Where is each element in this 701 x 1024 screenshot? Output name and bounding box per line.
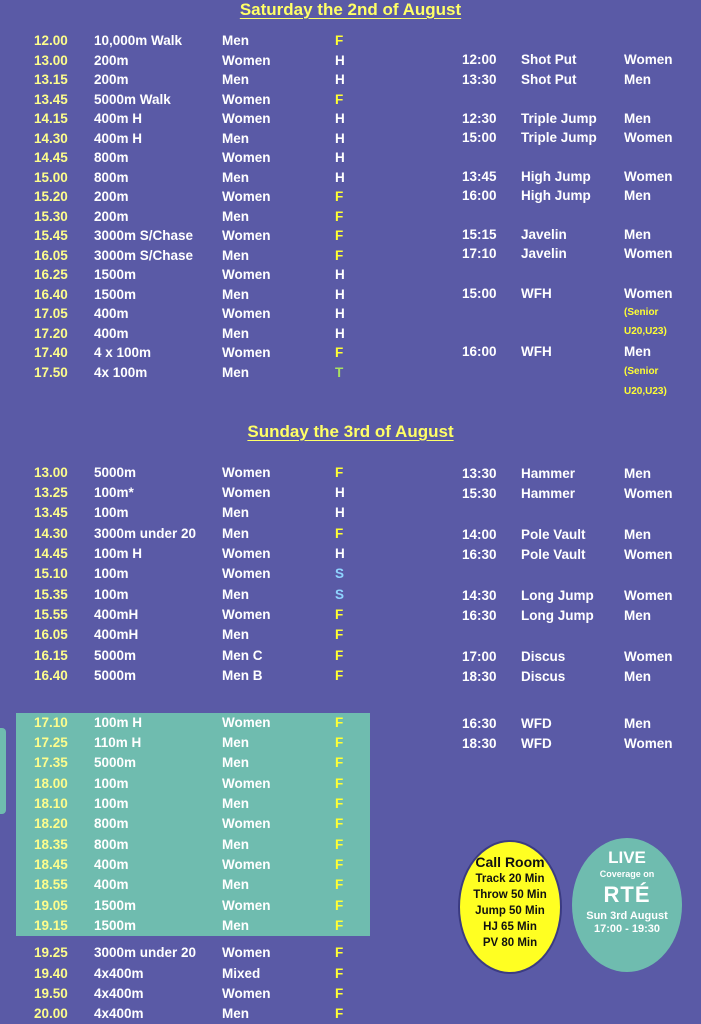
field-time: 16:00 <box>462 188 497 203</box>
event-name: 4x400m <box>94 1006 144 1021</box>
event-name: 100m H <box>94 546 143 561</box>
event-name: 100m <box>94 776 129 791</box>
side-tab <box>0 728 6 814</box>
event-name: 10,000m Walk <box>94 33 183 48</box>
event-time: 17.40 <box>34 345 68 360</box>
round-code: F <box>335 228 344 243</box>
event-time: 19.15 <box>34 918 68 933</box>
event-category: Women <box>222 816 271 831</box>
round-code: F <box>335 715 344 730</box>
event-time: 16.40 <box>34 668 68 683</box>
round-code: F <box>335 91 344 107</box>
field-event: Triple Jump <box>521 111 597 126</box>
event-category: Women <box>222 945 271 960</box>
round-code: F <box>335 607 344 622</box>
field-time: 13:30 <box>462 466 497 481</box>
round-code: F <box>335 796 344 811</box>
round-code: F <box>335 776 344 791</box>
event-time: 15.55 <box>34 607 68 622</box>
round-code: F <box>335 986 344 1001</box>
field-event: Hammer <box>521 486 576 501</box>
event-category: Women <box>222 898 271 913</box>
round-code: H <box>335 485 345 500</box>
round-code: F <box>335 648 344 663</box>
event-category: Men <box>222 1006 249 1021</box>
event-time: 18.45 <box>34 857 68 872</box>
round-code: T <box>335 364 344 380</box>
event-time: 15.00 <box>34 169 68 185</box>
event-name: 3000m S/Chase <box>94 228 194 243</box>
field-category: Men <box>624 344 651 359</box>
event-time: 15.20 <box>34 189 68 204</box>
field-event: WFH <box>521 286 552 301</box>
field-category: Men <box>624 608 651 623</box>
event-category: Men <box>222 505 249 520</box>
field-event: Triple Jump <box>521 130 597 145</box>
field-time: 13:30 <box>462 72 497 87</box>
round-code: F <box>335 345 344 360</box>
event-name: 4x 100m <box>94 364 148 380</box>
event-category: Men <box>222 364 249 380</box>
event-time: 18.20 <box>34 816 68 831</box>
round-code: F <box>335 189 344 204</box>
event-name: 400m <box>94 857 129 872</box>
event-category: Women <box>222 345 271 360</box>
event-name: 200m <box>94 52 129 68</box>
event-time: 19.25 <box>34 945 68 960</box>
field-event: Shot Put <box>521 72 577 87</box>
event-category: Women <box>222 776 271 791</box>
event-time: 13.25 <box>34 485 68 500</box>
event-time: 13.15 <box>34 72 68 87</box>
field-time: 15:15 <box>462 227 497 242</box>
field-event: Pole Vault <box>521 527 586 542</box>
event-name: 800m <box>94 169 129 185</box>
event-time: 14.45 <box>34 150 68 165</box>
event-time: 19.50 <box>34 986 68 1001</box>
event-time: 13.00 <box>34 465 68 480</box>
field-time: 13:45 <box>462 169 497 184</box>
round-code: F <box>335 735 344 750</box>
round-code: F <box>335 208 344 224</box>
event-category: Women <box>222 485 271 500</box>
field-time: 16:30 <box>462 608 497 623</box>
event-category: Men <box>222 72 249 87</box>
field-category: Men <box>624 466 651 481</box>
event-name: 800m <box>94 150 129 165</box>
field-event: Long Jump <box>521 608 594 623</box>
field-time: 15:00 <box>462 130 497 145</box>
event-name: 400mH <box>94 627 139 642</box>
round-code: S <box>335 587 345 602</box>
call-room-line: Throw 50 Min <box>473 889 547 901</box>
event-category: Men C <box>222 648 263 663</box>
event-category: Women <box>222 52 271 68</box>
round-code: H <box>335 505 345 520</box>
field-category: Men <box>624 72 651 87</box>
round-code: H <box>335 111 345 126</box>
field-time: 14:30 <box>462 588 497 603</box>
event-time: 17.20 <box>34 325 68 341</box>
round-code: F <box>335 33 344 48</box>
live-time: 17:00 - 19:30 <box>593 923 661 935</box>
event-time: 19.05 <box>34 898 68 913</box>
event-time: 18.10 <box>34 796 68 811</box>
field-category: Women <box>624 588 673 603</box>
event-category: Women <box>222 306 271 321</box>
event-name: 4x400m <box>94 986 144 1001</box>
round-code: H <box>335 150 345 165</box>
event-name: 5000m <box>94 465 137 480</box>
highlight-box <box>16 713 370 936</box>
call-room-line: Track 20 Min <box>475 873 545 885</box>
live-title: LIVE <box>608 848 646 867</box>
field-time: 12:30 <box>462 111 497 126</box>
event-category: Mixed <box>222 966 261 981</box>
field-category: Men <box>624 669 651 684</box>
event-time: 18.55 <box>34 877 68 892</box>
field-category: Women <box>624 169 673 184</box>
event-name: 110m H <box>94 735 142 750</box>
round-code: F <box>335 247 344 263</box>
event-time: 16.25 <box>34 267 68 282</box>
event-name: 100m H <box>94 715 143 730</box>
event-name: 400m <box>94 877 129 892</box>
call-room-line: PV 80 Min <box>482 937 538 949</box>
event-name: 400m H <box>94 130 143 146</box>
field-event: Discus <box>521 669 566 684</box>
event-name: 100m <box>94 566 129 581</box>
event-category: Men <box>222 325 249 341</box>
event-category: Men <box>222 796 249 811</box>
event-time: 17.50 <box>34 364 68 380</box>
event-name: 1500m <box>94 918 137 933</box>
field-category: Men <box>624 227 651 242</box>
event-name: 400m <box>94 325 129 341</box>
event-category: Men <box>222 587 249 602</box>
event-time: 18.00 <box>34 776 68 791</box>
event-name: 200m <box>94 189 129 204</box>
field-event: Javelin <box>521 227 567 242</box>
field-time: 16:30 <box>462 716 497 731</box>
event-time: 13.45 <box>34 505 68 520</box>
event-name: 100m <box>94 796 129 811</box>
call-room-title: Call Room <box>475 854 545 870</box>
event-name: 200m <box>94 72 129 87</box>
round-code: H <box>335 267 345 282</box>
event-time: 14.15 <box>34 111 68 126</box>
wfh-men-note-1: (Senior <box>624 366 659 377</box>
event-time: 17.05 <box>34 306 68 321</box>
event-category: Men <box>222 877 249 892</box>
field-event: Hammer <box>521 466 576 481</box>
field-category: Men <box>624 111 651 126</box>
field-time: 18:30 <box>462 736 497 751</box>
event-time: 18.35 <box>34 837 68 852</box>
live-subtitle: Coverage on <box>599 869 655 879</box>
round-code: S <box>335 566 345 581</box>
event-name: 1500m <box>94 898 137 913</box>
event-time: 13.00 <box>34 52 68 68</box>
event-name: 100m <box>94 505 129 520</box>
field-time: 15:00 <box>462 286 497 301</box>
event-time: 13.45 <box>34 91 68 107</box>
event-name: 400m <box>94 306 129 321</box>
event-name: 4x400m <box>94 966 144 981</box>
event-name: 3000m S/Chase <box>94 247 194 263</box>
round-code: F <box>335 898 344 913</box>
event-category: Women <box>222 111 271 126</box>
event-category: Women <box>222 150 271 165</box>
event-time: 17.10 <box>34 715 68 730</box>
round-code: F <box>335 857 344 872</box>
field-category: Men <box>624 716 651 731</box>
field-time: 18:30 <box>462 669 497 684</box>
event-category: Men <box>222 286 249 302</box>
event-name: 100m <box>94 587 129 602</box>
event-time: 16.05 <box>34 247 68 263</box>
round-code: H <box>335 130 345 146</box>
field-event: WFD <box>521 716 552 731</box>
round-code: F <box>335 755 344 770</box>
round-code: F <box>335 945 344 960</box>
event-name: 3000m under 20 <box>94 526 197 541</box>
field-category: Women <box>624 547 673 562</box>
event-time: 15.45 <box>34 228 68 243</box>
event-time: 12.00 <box>34 33 68 48</box>
event-name: 5000m <box>94 668 137 683</box>
event-name: 4 x 100m <box>94 345 152 360</box>
round-code: H <box>335 52 345 68</box>
round-code: F <box>335 627 344 642</box>
call-room-line: HJ 65 Min <box>483 921 537 933</box>
field-event: Discus <box>521 649 566 664</box>
field-time: 12:00 <box>462 52 497 67</box>
wfh-women-note-1: (Senior <box>624 307 659 318</box>
event-name: 5000m Walk <box>94 91 171 107</box>
field-category: Women <box>624 52 673 67</box>
event-name: 5000m <box>94 755 137 770</box>
event-category: Women <box>222 986 271 1001</box>
event-category: Men <box>222 526 249 541</box>
call-room-line: Jump 50 Min <box>475 905 545 917</box>
event-category: Women <box>222 189 271 204</box>
event-time: 14.45 <box>34 546 68 561</box>
event-name: 400m H <box>94 111 143 126</box>
event-name: 3000m under 20 <box>94 945 197 960</box>
field-category: Women <box>624 286 673 301</box>
field-category: Women <box>624 486 673 501</box>
event-time: 14.30 <box>34 526 68 541</box>
sunday-heading: Sunday the 3rd of August <box>247 422 454 441</box>
field-event: Long Jump <box>521 588 594 603</box>
event-time: 15.30 <box>34 208 68 224</box>
event-name: 800m <box>94 816 129 831</box>
round-code: F <box>335 1006 344 1021</box>
event-time: 15.35 <box>34 587 68 602</box>
field-event: WFD <box>521 736 552 751</box>
field-category: Women <box>624 649 673 664</box>
event-time: 16.15 <box>34 648 68 663</box>
rte-logo: RTÉ <box>603 882 651 907</box>
field-time: 16:30 <box>462 547 497 562</box>
field-time: 14:00 <box>462 527 497 542</box>
event-name: 1500m <box>94 267 137 282</box>
event-time: 15.10 <box>34 566 68 581</box>
event-name: 1500m <box>94 286 137 302</box>
field-event: Pole Vault <box>521 547 586 562</box>
event-name: 100m* <box>94 485 134 500</box>
event-time: 16.40 <box>34 286 68 302</box>
round-code: F <box>335 837 344 852</box>
event-category: Women <box>222 715 271 730</box>
event-category: Women <box>222 267 271 282</box>
field-time: 17:10 <box>462 246 497 261</box>
round-code: H <box>335 169 345 185</box>
round-code: H <box>335 286 345 302</box>
field-event: High Jump <box>521 169 591 184</box>
event-category: Men <box>222 247 249 263</box>
round-code: H <box>335 306 345 321</box>
round-code: F <box>335 668 344 683</box>
event-time: 19.40 <box>34 966 68 981</box>
event-category: Men <box>222 33 249 48</box>
event-category: Women <box>222 607 271 622</box>
event-time: 17.25 <box>34 735 68 750</box>
event-category: Women <box>222 465 271 480</box>
event-name: 800m <box>94 837 129 852</box>
wfh-men-note-2: U20,U23) <box>624 386 667 397</box>
event-category: Women <box>222 566 271 581</box>
event-category: Men <box>222 627 249 642</box>
event-category: Men <box>222 837 249 852</box>
field-category: Men <box>624 188 651 203</box>
field-event: High Jump <box>521 188 591 203</box>
event-category: Men <box>222 208 249 224</box>
event-time: 17.35 <box>34 755 68 770</box>
event-category: Men B <box>222 668 263 683</box>
field-category: Men <box>624 527 651 542</box>
round-code: H <box>335 72 345 87</box>
round-code: F <box>335 465 344 480</box>
round-code: F <box>335 877 344 892</box>
round-code: H <box>335 546 345 561</box>
event-time: 14.30 <box>34 130 68 146</box>
event-category: Women <box>222 228 271 243</box>
wfh-women-note-2: U20,U23) <box>624 326 667 337</box>
field-time: 15:30 <box>462 486 497 501</box>
live-coverage-badge <box>572 838 682 972</box>
event-category: Men <box>222 918 249 933</box>
field-time: 16:00 <box>462 344 497 359</box>
field-category: Women <box>624 246 673 261</box>
saturday-heading: Saturday the 2nd of August <box>239 0 462 19</box>
round-code: F <box>335 526 344 541</box>
field-event: Shot Put <box>521 52 577 67</box>
event-name: 400mH <box>94 607 139 622</box>
live-date: Sun 3rd August <box>586 910 668 922</box>
event-time: 16.05 <box>34 627 68 642</box>
event-category: Women <box>222 546 271 561</box>
event-category: Women <box>222 857 271 872</box>
round-code: H <box>335 325 345 341</box>
field-event: Javelin <box>521 246 567 261</box>
event-time: 20.00 <box>34 1006 68 1021</box>
event-name: 200m <box>94 208 129 224</box>
field-event: WFH <box>521 344 552 359</box>
event-name: 5000m <box>94 648 137 663</box>
round-code: F <box>335 816 344 831</box>
field-category: Women <box>624 130 673 145</box>
event-category: Men <box>222 130 249 146</box>
event-category: Men <box>222 735 249 750</box>
field-category: Women <box>624 736 673 751</box>
round-code: F <box>335 918 344 933</box>
event-category: Women <box>222 91 271 107</box>
field-time: 17:00 <box>462 649 497 664</box>
round-code: F <box>335 966 344 981</box>
event-category: Men <box>222 169 249 185</box>
event-category: Men <box>222 755 249 770</box>
call-room-badge <box>458 840 562 974</box>
